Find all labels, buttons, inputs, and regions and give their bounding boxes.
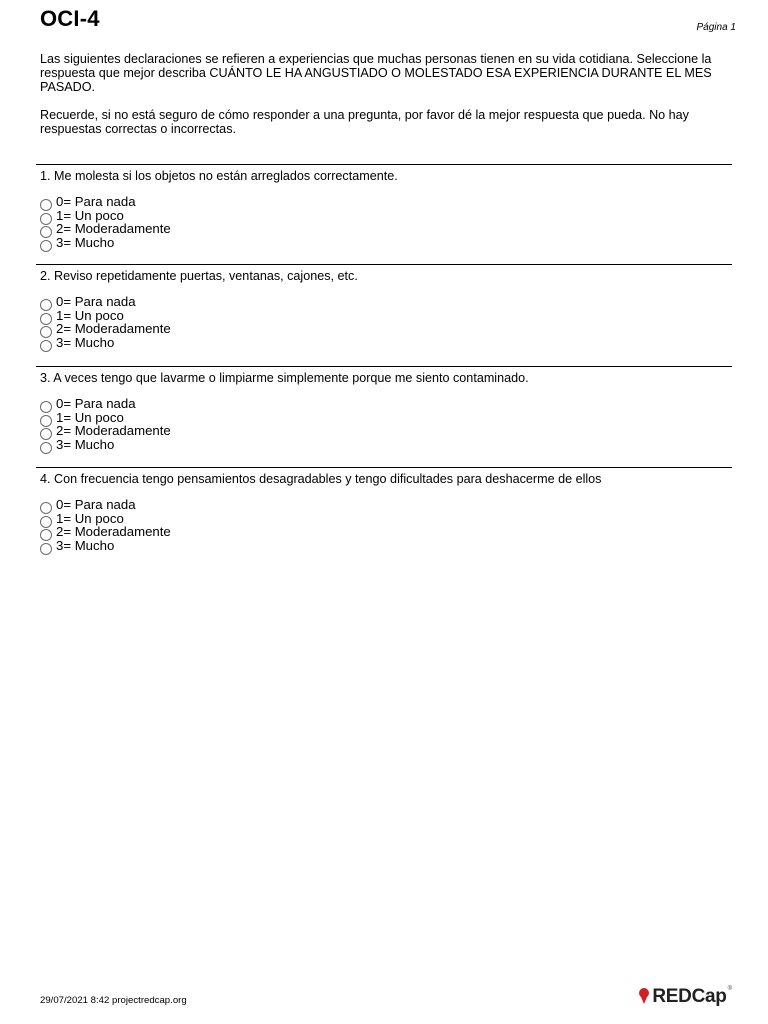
registered-mark: ® [727,986,732,992]
instructions-paragraph: Las siguientes declaraciones se refieren a experiencias que muchas personas tienen en su vida cotidiana. Seleccione la respuesta que mejor describa CUÁNTO LE HA ANGUSTIADO O MOLESTADO ESA EXPERIENCIA DURANTE EL MES PASADO. [40,52,712,94]
redcap-logo [637,986,732,1008]
radio-circle-icon[interactable] [40,299,52,311]
answer-option[interactable] [40,512,732,526]
answer-option[interactable] [40,222,732,236]
answer-option-label: 2= Moderadamente [56,221,171,237]
answer-options [36,195,732,250]
radio-circle-icon[interactable] [40,415,52,427]
answer-option-label: 1= Un poco [56,307,124,323]
question-item [36,164,732,264]
answer-option-label: 0= Para nada [56,194,136,209]
radio-circle-icon[interactable] [40,240,52,252]
answer-option[interactable] [40,309,732,323]
radio-circle-icon[interactable] [40,340,52,352]
logo-text: REDCap [652,986,727,1007]
redcap-logo-icon [637,987,651,1005]
question-item [36,366,732,467]
answer-option[interactable] [40,336,732,350]
answer-option[interactable] [40,498,732,512]
answer-option-label: 3= Mucho [56,235,115,251]
radio-circle-icon[interactable] [40,213,52,225]
answer-option[interactable] [40,525,732,539]
answer-option-label: 3= Mucho [56,335,115,351]
answer-options [36,295,732,350]
answer-option-label: 1= Un poco [56,510,124,526]
instructions-paragraph: Recuerde, si no está seguro de cómo responder a una pregunta, por favor dé la mejor respuesta que pueda. No hay respuestas correctas o incorrectas. [40,108,689,136]
footer-timestamp: 29/07/2021 8:42 projectredcap.org [40,995,187,1006]
answer-option-label: 0= Para nada [56,294,136,309]
answer-option-label: 0= Para nada [56,497,136,512]
question-list [36,164,732,567]
answer-option-label: 2= Moderadamente [56,321,171,337]
answer-options [36,397,732,452]
answer-option-label: 3= Mucho [56,538,115,554]
answer-option[interactable] [40,236,732,250]
radio-circle-icon[interactable] [40,442,52,454]
answer-option[interactable] [40,438,732,452]
answer-option-label: 0= Para nada [56,396,136,411]
answer-option[interactable] [40,195,732,209]
answer-option[interactable] [40,209,732,223]
question-text: 1. Me molesta si los objetos no están arreglados correctamente. [40,169,398,183]
answer-option-label: 1= Un poco [56,207,124,223]
answer-option-label: 3= Mucho [56,437,115,453]
radio-circle-icon[interactable] [40,516,52,528]
question-text: 3. A veces tengo que lavarme o limpiarme simplemente porque me siento contaminado. [40,371,529,385]
question-item [36,467,732,567]
answer-option[interactable] [40,295,732,309]
answer-options [36,498,732,553]
radio-circle-icon[interactable] [40,401,52,413]
answer-option[interactable] [40,411,732,425]
answer-option-label: 1= Un poco [56,409,124,425]
radio-circle-icon[interactable] [40,313,52,325]
radio-circle-icon[interactable] [40,543,52,555]
radio-circle-icon[interactable] [40,502,52,514]
answer-option[interactable] [40,539,732,553]
question-text: 2. Reviso repetidamente puertas, ventanas, cajones, etc. [40,269,358,283]
question-item [36,264,732,366]
answer-option[interactable] [40,397,732,411]
answer-option-label: 2= Moderadamente [56,423,171,439]
page-number: Página 1 [696,22,736,33]
question-text: 4. Con frecuencia tengo pensamientos desagradables y tengo dificultades para deshacerme de ellos [40,472,602,486]
radio-circle-icon[interactable] [40,199,52,211]
answer-option[interactable] [40,424,732,438]
page-title: OCI-4 [40,6,100,31]
answer-option[interactable] [40,322,732,336]
answer-option-label: 2= Moderadamente [56,524,171,540]
instructions [40,52,740,136]
